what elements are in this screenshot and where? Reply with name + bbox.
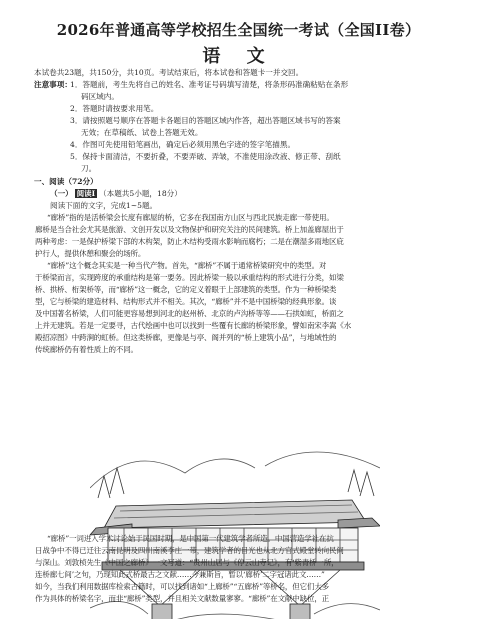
reading-tag: 阅读Ⅰ [76,189,96,198]
subsection-info: （本题共5小题，18分） [99,189,182,198]
passage-line: 连桥廊七间’之句，乃现知此式桥最古之文献……今兼斯旨，暂以‘廊桥’二字冠诸此文……” [35,570,325,579]
note-line: 刀。 [81,164,97,173]
exam-intro: 本试卷共23题，共150分，共10页。考试结束后，将本试卷和答题卡一并交回。 [34,68,304,77]
passage-line: 及中国著名桥梁，人们可能更容易想到河北的赵州桥、北京的卢沟桥等等——石拱如虹，桥面之 [35,309,344,318]
passage-line: 与深山。刘敦桢先生《中国之廊桥》一文写道：“贵州山居与《停云山寺记》，有‘紫青桥一所， [35,558,339,567]
passage-line: 作为具体的桥梁名字，而非“廊桥”类型，并且相关文献数量寥寥。“廊桥”在文献中缺位，正 [35,594,330,603]
passage-line: 型，它与桥梁的建造材料、结构形式并不相关。其次，“廊桥”并不是中国桥梁的经典形象。谈 [35,297,337,306]
passage-line: 廊桥是当合社会尤其是旅游、文创开发以及文物保护和研究关注的民间建筑。桥上加盖廊屋出于 [35,225,344,234]
note-line: 无效；在草稿纸、试卷上答题无效。 [81,128,203,137]
section-title: 一、阅读（72分） [34,177,98,186]
passage-line: 上并无建筑。若是一定要寻，古代绘画中也可以找到一些覆有长廊的桥梁形象，譬如南宋李嵩《水 [35,321,352,330]
passage-instruction: 阅读下面的文字，完成1~5题。 [50,201,158,210]
exam-title: 2026年普通高等学校招生全国统一考试（全国II卷） [56,21,421,39]
passage-line: 如今，当我们利用数据库检索古籍时，可以找到诸如“上廊桥”“五廊桥”等桥名，但它们大多 [35,582,330,591]
passage-line: 传统廊桥仍有着性质上的不同。 [35,345,138,354]
passage-line: 两种考虑：一是保护桥梁下部的木构架，防止木结构受雨水影响而腐朽；二是在潮湿多雨地区庇 [35,237,344,246]
note-line: 1．答题前，考生先将自己的姓名、准考证号码填写清楚，将条形码准确粘贴在条形 [70,80,349,89]
passage-line: 殿招凉图》中跨涧的虹桥。但这类桥廊，更像是与亭、阁并列的“桥上建筑小品”，与地域性的 [35,333,337,342]
notes-label: 注意事项： [34,80,72,89]
passage-line: 护行人，提供休憩和聚会的场所。 [35,249,146,258]
passage-line: 日战争中不得已迁往云南昆明及四川南溪李庄一带，建筑学者的目光也从北方官式殿堂转向民间 [35,546,344,555]
subsection-number: （一） [50,189,73,198]
subject-title: 语 文 [202,46,275,67]
subsection-heading [50,189,182,199]
note-line: 2．答题时请按要求用笔。 [70,104,159,113]
passage-line: 于桥梁而言，实现跨度的承重结构是第一要务。因此桥梁一般以承重结构的形式进行分类，如梁 [35,273,344,282]
passage-line: 桥、拱桥、桁架桥等，而“廊桥”这一概念，它的定义着眼于上部建筑的类型。作为一种桥梁类 [35,285,337,294]
passage-line: “廊桥”指的是活桥梁会长度有廊屋的桥，它多在我国南方山区与西北民族走廊一带使用。 [47,213,334,222]
note-line: 5．保持卡面清洁，不要折叠，不要弄破、弄皱，不准使用涂改液、修正带、刮纸 [70,152,341,161]
passage-line: “廊桥”一词进入学术讨论始于民国时期，是中国第一代建筑学者所造。中国营造学社在抗 [47,534,334,543]
note-line: 4．作图可先使用铅笔画出，确定后必须用黑色字迹的签字笔描黑。 [70,140,296,149]
note-line: 3．请按照题号顺序在答题卡各题目的答题区域内作答，超出答题区域书写的答案 [70,116,341,125]
passage-line: “廊桥”这个概念其实是一种当代产物。首先，“廊桥”不属于通常桥梁研究中的类型。对 [47,261,327,270]
note-line: 码区域内。 [81,92,119,101]
